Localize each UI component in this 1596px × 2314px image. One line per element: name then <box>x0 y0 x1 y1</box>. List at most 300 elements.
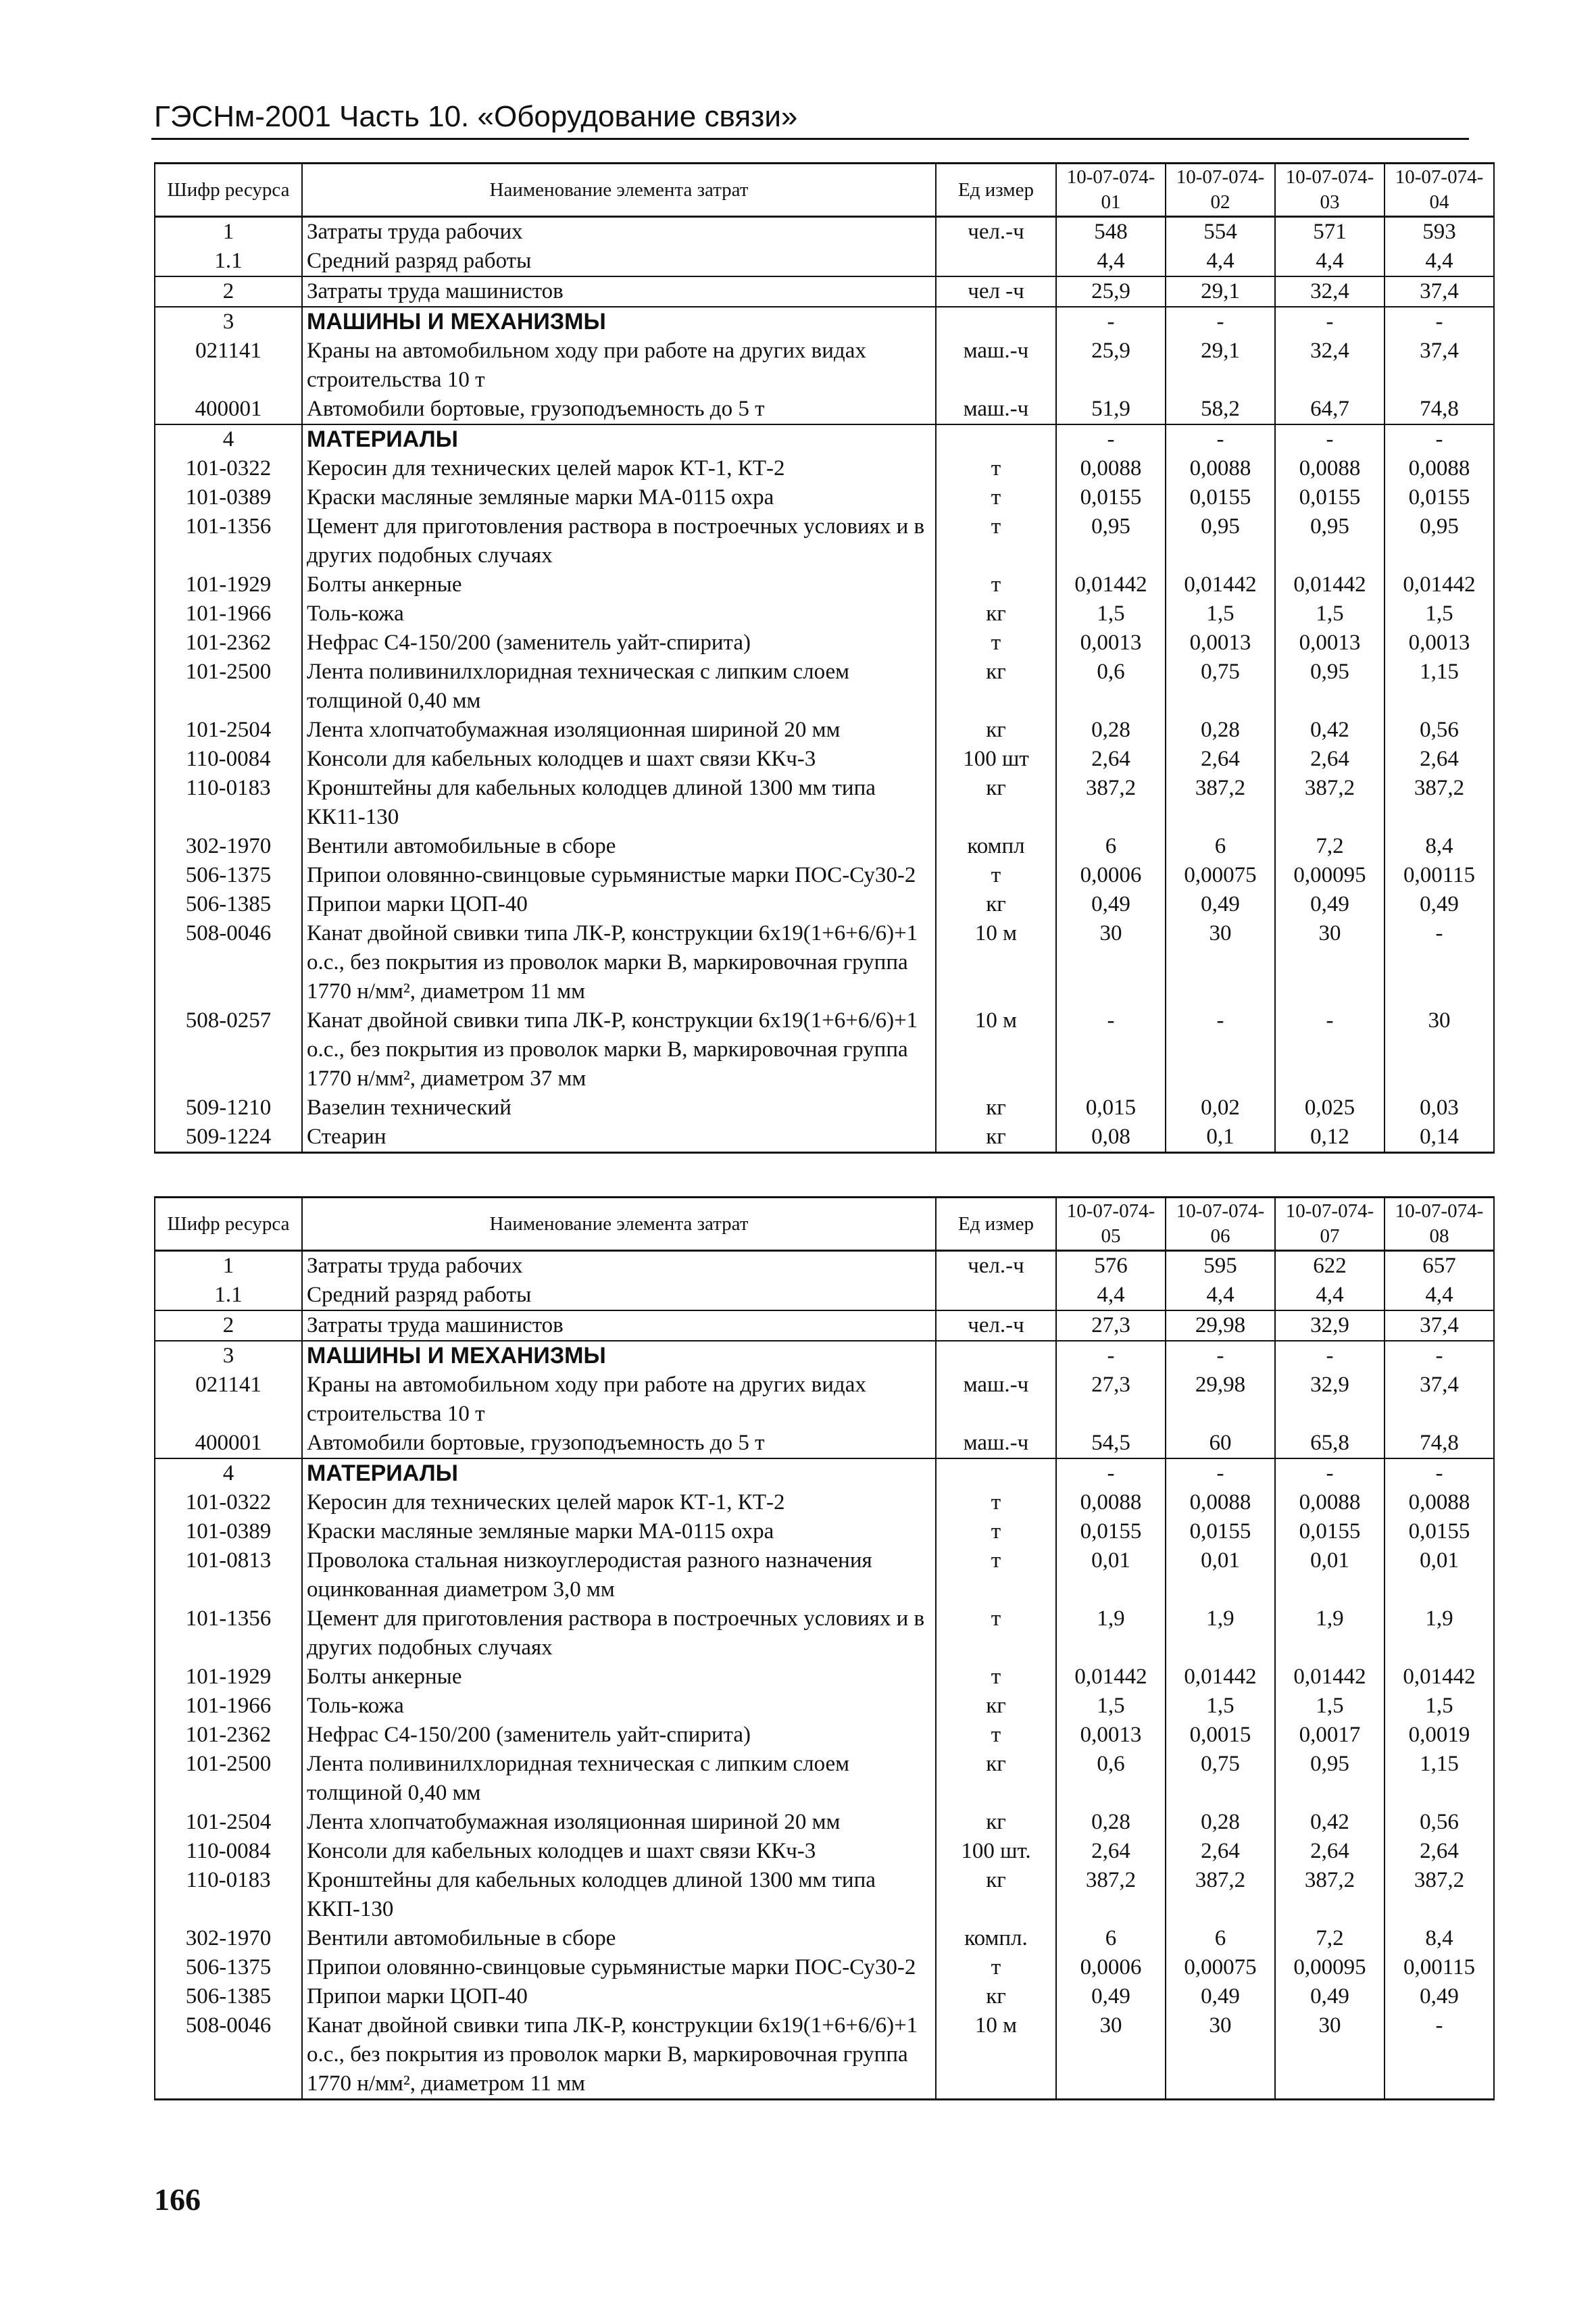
resource-code-cell: 302-1970 <box>155 1924 302 1953</box>
resource-name-cell: Болты анкерные <box>302 570 936 599</box>
value-cell: 4,4 <box>1275 1281 1385 1310</box>
resource-code-cell: 101-2500 <box>155 658 302 716</box>
col-header-code: Шифр ресурса <box>155 164 302 217</box>
value-cell: 1,5 <box>1166 1692 1275 1721</box>
unit-cell: т <box>936 1721 1056 1750</box>
col-header-rate: 10-07-074-07 <box>1275 1198 1385 1251</box>
col-header-rate: 10-07-074-08 <box>1385 1198 1494 1251</box>
unit-cell <box>936 1281 1056 1310</box>
value-cell: - <box>1385 1341 1494 1371</box>
table-row <box>155 247 1494 276</box>
value-cell: 0,0013 <box>1275 629 1385 658</box>
value-cell: 387,2 <box>1385 1866 1494 1924</box>
table-body <box>155 217 1494 1153</box>
value-cell: 0,0088 <box>1385 454 1494 483</box>
table-row <box>155 832 1494 861</box>
resource-code-cell: 101-0389 <box>155 483 302 512</box>
value-cell: - <box>1056 1341 1166 1371</box>
unit-cell: чел.-ч <box>936 217 1056 247</box>
value-cell: 2,64 <box>1056 1837 1166 1866</box>
value-cell: 30 <box>1166 919 1275 1006</box>
resource-name-cell: Кронштейны для кабельных колодцев длиной 1300 мм типа КК11-130 <box>302 774 936 832</box>
value-cell: 0,12 <box>1275 1123 1385 1153</box>
value-cell: 4,4 <box>1056 1281 1166 1310</box>
value-cell: 6 <box>1056 1924 1166 1953</box>
resource-code-cell: 1 <box>155 1251 302 1281</box>
resource-code-cell: 021141 <box>155 1371 302 1429</box>
col-header-rate: 10-07-074-05 <box>1056 1198 1166 1251</box>
unit-cell: маш.-ч <box>936 1429 1056 1458</box>
resource-code-cell: 021141 <box>155 337 302 395</box>
value-cell: 2,64 <box>1275 745 1385 774</box>
table-row <box>155 774 1494 832</box>
value-cell: - <box>1166 1341 1275 1371</box>
resource-code-cell: 110-0084 <box>155 1837 302 1866</box>
table-row <box>155 1721 1494 1750</box>
table-header-row <box>155 164 1494 217</box>
value-cell: 387,2 <box>1056 774 1166 832</box>
resource-name-cell: Затраты труда машинистов <box>302 276 936 307</box>
table-row <box>155 1837 1494 1866</box>
value-cell: 0,0017 <box>1275 1721 1385 1750</box>
value-cell: 6 <box>1166 1924 1275 1953</box>
value-cell: 0,49 <box>1166 890 1275 919</box>
table-row <box>155 861 1494 890</box>
resource-table-2 <box>154 1196 1495 2100</box>
value-cell: 0,01442 <box>1385 1663 1494 1692</box>
resource-name-cell: МАШИНЫ И МЕХАНИЗМЫ <box>302 307 936 337</box>
resource-name-cell: Толь-кожа <box>302 1692 936 1721</box>
table-row <box>155 745 1494 774</box>
value-cell: 0,0155 <box>1056 1517 1166 1546</box>
value-cell: - <box>1056 1458 1166 1488</box>
value-cell: 657 <box>1385 1251 1494 1281</box>
value-cell: 4,4 <box>1385 247 1494 276</box>
table-body <box>155 1251 1494 2100</box>
value-cell: 0,6 <box>1056 1750 1166 1808</box>
value-cell: 0,0155 <box>1275 1517 1385 1546</box>
value-cell: 0,0013 <box>1056 1721 1166 1750</box>
value-cell: 0,0013 <box>1385 629 1494 658</box>
value-cell: 1,5 <box>1275 1692 1385 1721</box>
unit-cell: 10 м <box>936 1006 1056 1093</box>
value-cell: 0,0155 <box>1166 483 1275 512</box>
value-cell: 1,5 <box>1385 1692 1494 1721</box>
section-row <box>155 424 1494 454</box>
unit-cell <box>936 247 1056 276</box>
value-cell: 2,64 <box>1166 745 1275 774</box>
value-cell: 0,49 <box>1385 1982 1494 2011</box>
value-cell: 37,4 <box>1385 276 1494 307</box>
section-row <box>155 307 1494 337</box>
value-cell: 32,4 <box>1275 276 1385 307</box>
table-row <box>155 483 1494 512</box>
value-cell: 548 <box>1056 217 1166 247</box>
unit-cell: т <box>936 1663 1056 1692</box>
resource-code-cell: 1.1 <box>155 1281 302 1310</box>
unit-cell <box>936 1341 1056 1371</box>
resource-code-cell: 101-0322 <box>155 454 302 483</box>
value-cell: 593 <box>1385 217 1494 247</box>
unit-cell: маш.-ч <box>936 337 1056 395</box>
col-header-code: Шифр ресурса <box>155 1198 302 1251</box>
resource-code-cell: 509-1210 <box>155 1093 302 1123</box>
resource-code-cell: 110-0084 <box>155 745 302 774</box>
value-cell: 0,0155 <box>1056 483 1166 512</box>
unit-cell <box>936 307 1056 337</box>
table-row <box>155 1866 1494 1924</box>
value-cell: 0,28 <box>1056 1808 1166 1837</box>
resource-name-cell: МАШИНЫ И МЕХАНИЗМЫ <box>302 1341 936 1371</box>
value-cell: 1,5 <box>1056 599 1166 629</box>
value-cell: 0,0088 <box>1166 1488 1275 1517</box>
resource-name-cell: Керосин для технических целей марок КТ-1, КТ-2 <box>302 454 936 483</box>
table-row <box>155 217 1494 247</box>
resource-code-cell: 4 <box>155 1458 302 1488</box>
resource-code-cell: 101-1356 <box>155 1604 302 1663</box>
value-cell: 0,0088 <box>1056 454 1166 483</box>
value-cell: 0,95 <box>1275 512 1385 570</box>
col-header-rate: 10-07-074-02 <box>1166 164 1275 217</box>
value-cell: 1,9 <box>1166 1604 1275 1663</box>
value-cell: 1,5 <box>1275 599 1385 629</box>
resource-name-cell: Вазелин технический <box>302 1093 936 1123</box>
value-cell: 0,49 <box>1385 890 1494 919</box>
value-cell: 25,9 <box>1056 276 1166 307</box>
table-row <box>155 1006 1494 1093</box>
table-row <box>155 629 1494 658</box>
value-cell: 0,56 <box>1385 716 1494 745</box>
value-cell: 32,9 <box>1275 1310 1385 1341</box>
value-cell: 0,01442 <box>1166 1663 1275 1692</box>
value-cell: - <box>1056 424 1166 454</box>
value-cell: 0,01442 <box>1166 570 1275 599</box>
resource-code-cell: 506-1385 <box>155 1982 302 2011</box>
value-cell: 0,0088 <box>1056 1488 1166 1517</box>
value-cell: 0,95 <box>1275 658 1385 716</box>
resource-name-cell: Краны на автомобильном ходу при работе на других видах строительства 10 т <box>302 1371 936 1429</box>
resource-name-cell: Автомобили бортовые, грузоподъемность до 5 т <box>302 395 936 424</box>
unit-cell: т <box>936 512 1056 570</box>
value-cell: 30 <box>1056 919 1166 1006</box>
resource-name-cell: Краски масляные земляные марки МА-0115 охра <box>302 483 936 512</box>
value-cell: 387,2 <box>1166 774 1275 832</box>
value-cell: 0,0019 <box>1385 1721 1494 1750</box>
value-cell: 8,4 <box>1385 1924 1494 1953</box>
resource-code-cell: 101-0322 <box>155 1488 302 1517</box>
value-cell: 0,0006 <box>1056 861 1166 890</box>
value-cell: 0,95 <box>1385 512 1494 570</box>
unit-cell: т <box>936 1546 1056 1604</box>
resource-name-cell: Лента хлопчатобумажная изоляционная шириной 20 мм <box>302 1808 936 1837</box>
value-cell: 571 <box>1275 217 1385 247</box>
table-row <box>155 1281 1494 1310</box>
value-cell: 0,95 <box>1166 512 1275 570</box>
value-cell: 387,2 <box>1166 1866 1275 1924</box>
resource-name-cell: Болты анкерные <box>302 1663 936 1692</box>
col-header-rate: 10-07-074-04 <box>1385 164 1494 217</box>
value-cell: 0,0088 <box>1385 1488 1494 1517</box>
table-row <box>155 1310 1494 1341</box>
value-cell: - <box>1275 1006 1385 1093</box>
table-row <box>155 1123 1494 1153</box>
value-cell: 0,01442 <box>1385 570 1494 599</box>
unit-cell: кг <box>936 716 1056 745</box>
resource-code-cell: 509-1224 <box>155 1123 302 1153</box>
resource-code-cell: 101-2504 <box>155 716 302 745</box>
value-cell: 29,98 <box>1166 1310 1275 1341</box>
value-cell: - <box>1166 1006 1275 1093</box>
resource-name-cell: Затраты труда рабочих <box>302 217 936 247</box>
value-cell: 0,01 <box>1166 1546 1275 1604</box>
resource-code-cell: 110-0183 <box>155 774 302 832</box>
value-cell: - <box>1166 1458 1275 1488</box>
table-row <box>155 276 1494 307</box>
value-cell: 74,8 <box>1385 1429 1494 1458</box>
resource-code-cell: 302-1970 <box>155 832 302 861</box>
value-cell: 58,2 <box>1166 395 1275 424</box>
value-cell: 8,4 <box>1385 832 1494 861</box>
section-row <box>155 1458 1494 1488</box>
value-cell: 1,15 <box>1385 658 1494 716</box>
resource-name-cell: Лента поливинилхлоридная техническая с липким слоем толщиной 0,40 мм <box>302 658 936 716</box>
resource-name-cell: Толь-кожа <box>302 599 936 629</box>
table-row <box>155 919 1494 1006</box>
table-row <box>155 2011 1494 2100</box>
value-cell: 0,28 <box>1166 716 1275 745</box>
value-cell: 4,4 <box>1275 247 1385 276</box>
table-row <box>155 570 1494 599</box>
resource-name-cell: Затраты труда машинистов <box>302 1310 936 1341</box>
value-cell: 387,2 <box>1275 1866 1385 1924</box>
value-cell: 30 <box>1385 1006 1494 1093</box>
value-cell: 387,2 <box>1385 774 1494 832</box>
resource-name-cell: Вентили автомобильные в сборе <box>302 1924 936 1953</box>
value-cell: 60 <box>1166 1429 1275 1458</box>
header-divider <box>151 138 1469 140</box>
unit-cell: т <box>936 483 1056 512</box>
resource-code-cell: 400001 <box>155 1429 302 1458</box>
resource-name-cell: Цемент для приготовления раствора в построечных условиях и в других подобных случаях <box>302 1604 936 1663</box>
value-cell: - <box>1056 307 1166 337</box>
value-cell: 0,6 <box>1056 658 1166 716</box>
resource-code-cell: 1.1 <box>155 247 302 276</box>
resource-name-cell: Керосин для технических целей марок КТ-1, КТ-2 <box>302 1488 936 1517</box>
value-cell: 0,00115 <box>1385 861 1494 890</box>
value-cell: 30 <box>1166 2011 1275 2100</box>
unit-cell: компл. <box>936 1924 1056 1953</box>
value-cell: 2,64 <box>1056 745 1166 774</box>
value-cell: 30 <box>1275 2011 1385 2100</box>
unit-cell: т <box>936 1517 1056 1546</box>
table-row <box>155 1663 1494 1692</box>
unit-cell: маш.-ч <box>936 1371 1056 1429</box>
table-row <box>155 1808 1494 1837</box>
value-cell: - <box>1166 307 1275 337</box>
value-cell: - <box>1385 919 1494 1006</box>
resource-code-cell: 508-0046 <box>155 2011 302 2100</box>
value-cell: 0,015 <box>1056 1093 1166 1123</box>
value-cell: 29,98 <box>1166 1371 1275 1429</box>
value-cell: 554 <box>1166 217 1275 247</box>
value-cell: 0,01 <box>1056 1546 1166 1604</box>
table-row <box>155 1924 1494 1953</box>
resource-name-cell: Припои марки ЦОП-40 <box>302 890 936 919</box>
value-cell: 0,0088 <box>1166 454 1275 483</box>
resource-code-cell: 101-1966 <box>155 599 302 629</box>
resource-code-cell: 506-1385 <box>155 890 302 919</box>
table-row <box>155 1982 1494 2011</box>
resource-code-cell: 2 <box>155 1310 302 1341</box>
resource-code-cell: 101-1929 <box>155 570 302 599</box>
value-cell: 0,0088 <box>1275 454 1385 483</box>
value-cell: 1,9 <box>1385 1604 1494 1663</box>
resource-code-cell: 508-0257 <box>155 1006 302 1093</box>
value-cell: 1,15 <box>1385 1750 1494 1808</box>
value-cell: 0,03 <box>1385 1093 1494 1123</box>
table-row <box>155 1093 1494 1123</box>
unit-cell: т <box>936 454 1056 483</box>
value-cell: 0,49 <box>1166 1982 1275 2011</box>
value-cell: - <box>1056 1006 1166 1093</box>
value-cell: 387,2 <box>1275 774 1385 832</box>
value-cell: 27,3 <box>1056 1371 1166 1429</box>
value-cell: - <box>1385 1458 1494 1488</box>
table-row <box>155 1750 1494 1808</box>
unit-cell: т <box>936 1953 1056 1982</box>
unit-cell: кг <box>936 1692 1056 1721</box>
unit-cell: маш.-ч <box>936 395 1056 424</box>
table-row <box>155 1251 1494 1281</box>
resource-name-cell: Канат двойной свивки типа ЛК-Р, конструкции 6х19(1+6+6/6)+1 о.с., без покрытия из проволок марки В, маркировочная группа 1770 н/мм², диаметром 37 мм <box>302 1006 936 1093</box>
value-cell: 0,0155 <box>1166 1517 1275 1546</box>
unit-cell: кг <box>936 890 1056 919</box>
value-cell: 1,9 <box>1056 1604 1166 1663</box>
value-cell: 0,01442 <box>1275 570 1385 599</box>
table-row <box>155 1429 1494 1458</box>
value-cell: 0,49 <box>1056 890 1166 919</box>
resource-code-cell: 4 <box>155 424 302 454</box>
unit-cell <box>936 1458 1056 1488</box>
unit-cell: т <box>936 629 1056 658</box>
value-cell: 0,00075 <box>1166 1953 1275 1982</box>
resource-table-1 <box>154 162 1495 1154</box>
col-header-unit: Ед измер <box>936 164 1056 217</box>
unit-cell <box>936 424 1056 454</box>
table-row <box>155 716 1494 745</box>
value-cell: 0,0013 <box>1166 629 1275 658</box>
value-cell: 0,0015 <box>1166 1721 1275 1750</box>
value-cell: 0,00075 <box>1166 861 1275 890</box>
value-cell: 37,4 <box>1385 1371 1494 1429</box>
table-row <box>155 658 1494 716</box>
resource-code-cell: 101-0389 <box>155 1517 302 1546</box>
resource-code-cell: 101-0813 <box>155 1546 302 1604</box>
resource-code-cell: 506-1375 <box>155 1953 302 1982</box>
table-row <box>155 512 1494 570</box>
unit-cell: т <box>936 570 1056 599</box>
table-row <box>155 1488 1494 1517</box>
table-row <box>155 1604 1494 1663</box>
resource-name-cell: Припои оловянно-свинцовые сурьмянистые марки ПОС-Су30-2 <box>302 861 936 890</box>
resource-code-cell: 101-1929 <box>155 1663 302 1692</box>
resource-code-cell: 101-2500 <box>155 1750 302 1808</box>
unit-cell: 10 м <box>936 2011 1056 2100</box>
col-header-rate: 10-07-074-03 <box>1275 164 1385 217</box>
resource-code-cell: 506-1375 <box>155 861 302 890</box>
value-cell: 30 <box>1275 919 1385 1006</box>
unit-cell: 10 м <box>936 919 1056 1006</box>
unit-cell: чел.-ч <box>936 1310 1056 1341</box>
resource-name-cell: Стеарин <box>302 1123 936 1153</box>
resource-name-cell: Краски масляные земляные марки МА-0115 охра <box>302 1517 936 1546</box>
value-cell: 0,01 <box>1385 1546 1494 1604</box>
value-cell: 0,42 <box>1275 1808 1385 1837</box>
unit-cell: чел -ч <box>936 276 1056 307</box>
value-cell: 0,08 <box>1056 1123 1166 1153</box>
value-cell: 32,4 <box>1275 337 1385 395</box>
resource-name-cell: Средний разряд работы <box>302 1281 936 1310</box>
value-cell: 54,5 <box>1056 1429 1166 1458</box>
value-cell: 74,8 <box>1385 395 1494 424</box>
value-cell: 6 <box>1056 832 1166 861</box>
value-cell: 0,02 <box>1166 1093 1275 1123</box>
value-cell: 0,49 <box>1275 1982 1385 2011</box>
resource-name-cell: Консоли для кабельных колодцев и шахт связи ККч-3 <box>302 745 936 774</box>
table-row <box>155 890 1494 919</box>
value-cell: 7,2 <box>1275 1924 1385 1953</box>
page-header: ГЭСНм-2001 Часть 10. «Оборудование связи» <box>154 100 798 133</box>
unit-cell: 100 шт. <box>936 1837 1056 1866</box>
value-cell: 0,14 <box>1385 1123 1494 1153</box>
table-row <box>155 337 1494 395</box>
resource-name-cell: Лента хлопчатобумажная изоляционная шириной 20 мм <box>302 716 936 745</box>
unit-cell: кг <box>936 599 1056 629</box>
page-number: 166 <box>154 2182 201 2217</box>
value-cell: 0,01 <box>1275 1546 1385 1604</box>
resource-name-cell: Канат двойной свивки типа ЛК-Р, конструкции 6х19(1+6+6/6)+1 о.с., без покрытия из проволок марки В, маркировочная группа 1770 н/мм², диаметром 11 мм <box>302 2011 936 2100</box>
resource-name-cell: Вентили автомобильные в сборе <box>302 832 936 861</box>
value-cell: 2,64 <box>1385 745 1494 774</box>
value-cell: 29,1 <box>1166 276 1275 307</box>
unit-cell: кг <box>936 1808 1056 1837</box>
unit-cell: т <box>936 1604 1056 1663</box>
value-cell: 32,9 <box>1275 1371 1385 1429</box>
value-cell: 0,75 <box>1166 658 1275 716</box>
value-cell: 622 <box>1275 1251 1385 1281</box>
resource-code-cell: 101-2362 <box>155 1721 302 1750</box>
value-cell: 0,42 <box>1275 716 1385 745</box>
value-cell: 576 <box>1056 1251 1166 1281</box>
value-cell: 0,0155 <box>1385 483 1494 512</box>
value-cell: - <box>1166 424 1275 454</box>
value-cell: 29,1 <box>1166 337 1275 395</box>
resource-name-cell: Припои оловянно-свинцовые сурьмянистые марки ПОС-Су30-2 <box>302 1953 936 1982</box>
value-cell: - <box>1385 307 1494 337</box>
unit-cell: кг <box>936 1093 1056 1123</box>
value-cell: 0,00095 <box>1275 861 1385 890</box>
resource-code-cell: 400001 <box>155 395 302 424</box>
value-cell: 4,4 <box>1385 1281 1494 1310</box>
value-cell: 0,01442 <box>1056 1663 1166 1692</box>
unit-cell: чел.-ч <box>936 1251 1056 1281</box>
table-row <box>155 395 1494 424</box>
value-cell: 0,01442 <box>1056 570 1166 599</box>
value-cell: 2,64 <box>1385 1837 1494 1866</box>
resource-name-cell: Средний разряд работы <box>302 247 936 276</box>
value-cell: 0,49 <box>1275 890 1385 919</box>
value-cell: 4,4 <box>1166 247 1275 276</box>
